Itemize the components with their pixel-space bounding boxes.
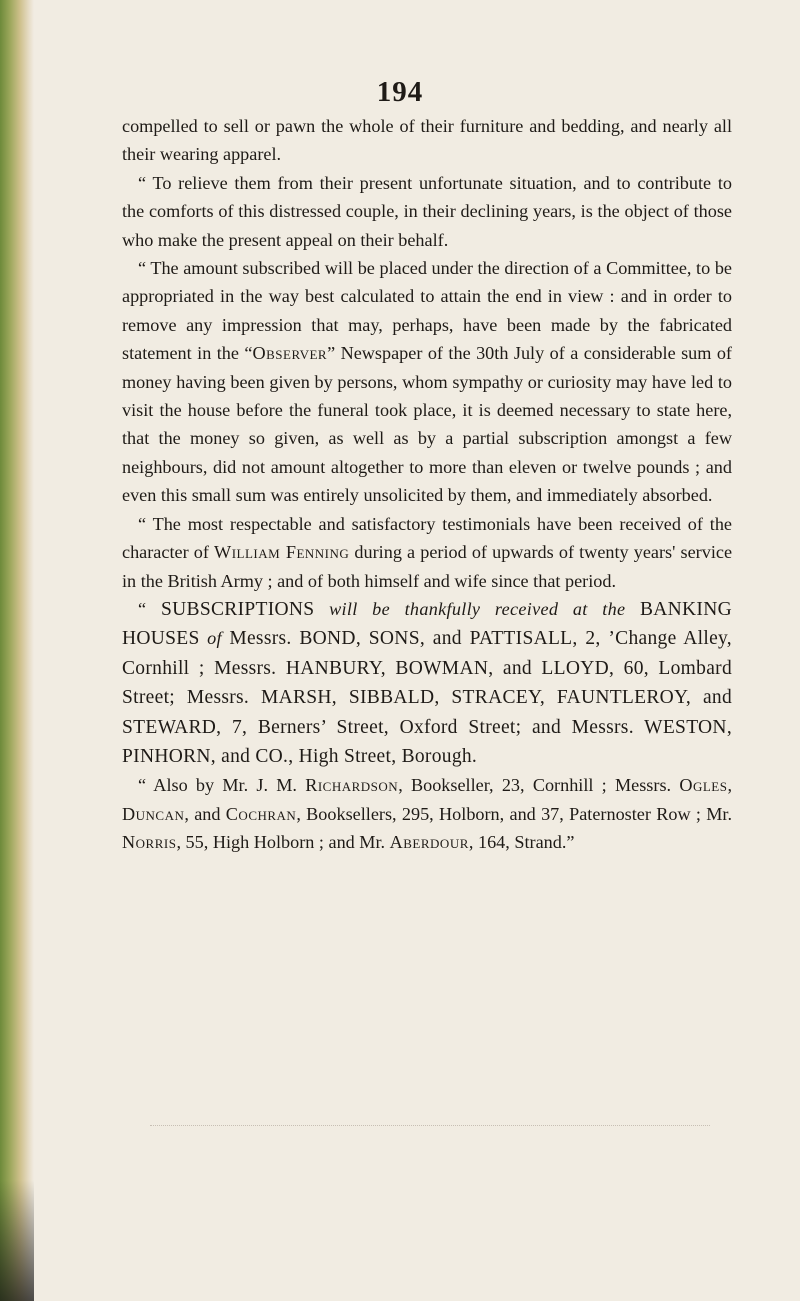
paragraph-subscriptions [122,595,732,771]
bookseller-name: Norris [122,832,177,853]
book-gutter-edge [0,0,34,1301]
paragraph-text: , 164, Strand.” [468,832,575,853]
paragraph-text: , and [184,803,221,824]
thankfully-text: will be thankfully received at the [329,598,626,619]
page-body [122,112,732,857]
subscriptions-heading: SUBSCRIPTIONS [161,598,315,620]
paragraph-text-before: “ The amount subscribed will be placed under the direction of a Committee, to be appropriated in the way best calculated to attain the end in view : and in order to remove any impression that may, perhaps, have been made by the fabricated statement in the “ [122,258,732,364]
paragraph-text: “ To relieve them from their present unfortunate situation, and to contribute to the comforts of this distressed couple, in their declining years, is the object of those who make the present appeal on their behalf. [122,172,732,250]
paragraph-text-before: “ The most respectable and satisfactory testimonials have been received of the character of [122,513,732,563]
paragraph-testimonials [122,510,732,595]
paragraph-text-after: ” Newspaper of the 30th July of a considerable sum of money having been given by persons, whom sympathy or curiosity may have led to visit the house before the funeral took place, it is deemed necessary to state here, that the money so given, as well as by a partial subscription amongst a few neighbours, did not amount altogether to more than eleven or twelve pounds ; and even this small sum was entirely unsolicited by them, and immediately absorbed. [122,343,732,506]
banks-list: Messrs. BOND, SONS, and PATTISALL, 2, ’Change Alley, Cornhill ; Messrs. HANBURY, BOWMAN, and LLOYD, 60, Lombard Street; Messrs. MARSH, SIBBALD, STRACEY, FAUNTLEROY, and STEWARD, 7, Berners’ Street, Oxford Street; and Messrs. WESTON, PINHORN, and CO., High Street, Borough. [122,628,732,767]
bookseller-name: Duncan [122,803,185,824]
bookseller-name: Aberdour [389,832,469,853]
paragraph-furniture [122,112,732,169]
newspaper-name: Observer [252,343,328,364]
paragraph-amount-subscribed [122,254,732,510]
quote-mark: “ [138,598,147,619]
paragraph-text: , Bookseller, 23, Cornhill ; Messrs. [398,775,672,796]
paragraph-text-after: during a period of upwards of twenty years' service in the British Army ; and of both himself and wife since that period. [122,542,733,591]
paragraph-text: , [727,775,733,796]
bookseller-name: Cochran [225,803,297,824]
paragraph-relieve [122,169,732,254]
bookseller-name: Ogles [679,775,728,796]
person-name: William Fenning [214,542,350,563]
paragraph-booksellers [122,771,732,856]
gutter-shadow [0,1180,34,1301]
paragraph-text: “ Also by Mr. J. M. [138,775,297,796]
paragraph-text: , 55, High Holborn ; and Mr. [176,832,386,853]
paragraph-text: , Booksellers, 295, Holborn, and 37, Paternoster Row ; Mr. [296,803,733,824]
of-text: of [207,628,222,649]
page-number: 194 [376,76,424,108]
banking-houses-text: BANKING HOUSES [122,598,732,650]
bleed-through-mark [150,1125,710,1126]
paragraph-text: compelled to sell or pawn the whole of their furniture and bedding, and nearly all their wearing apparel. [122,116,732,165]
bookseller-name: Richardson [305,775,399,796]
